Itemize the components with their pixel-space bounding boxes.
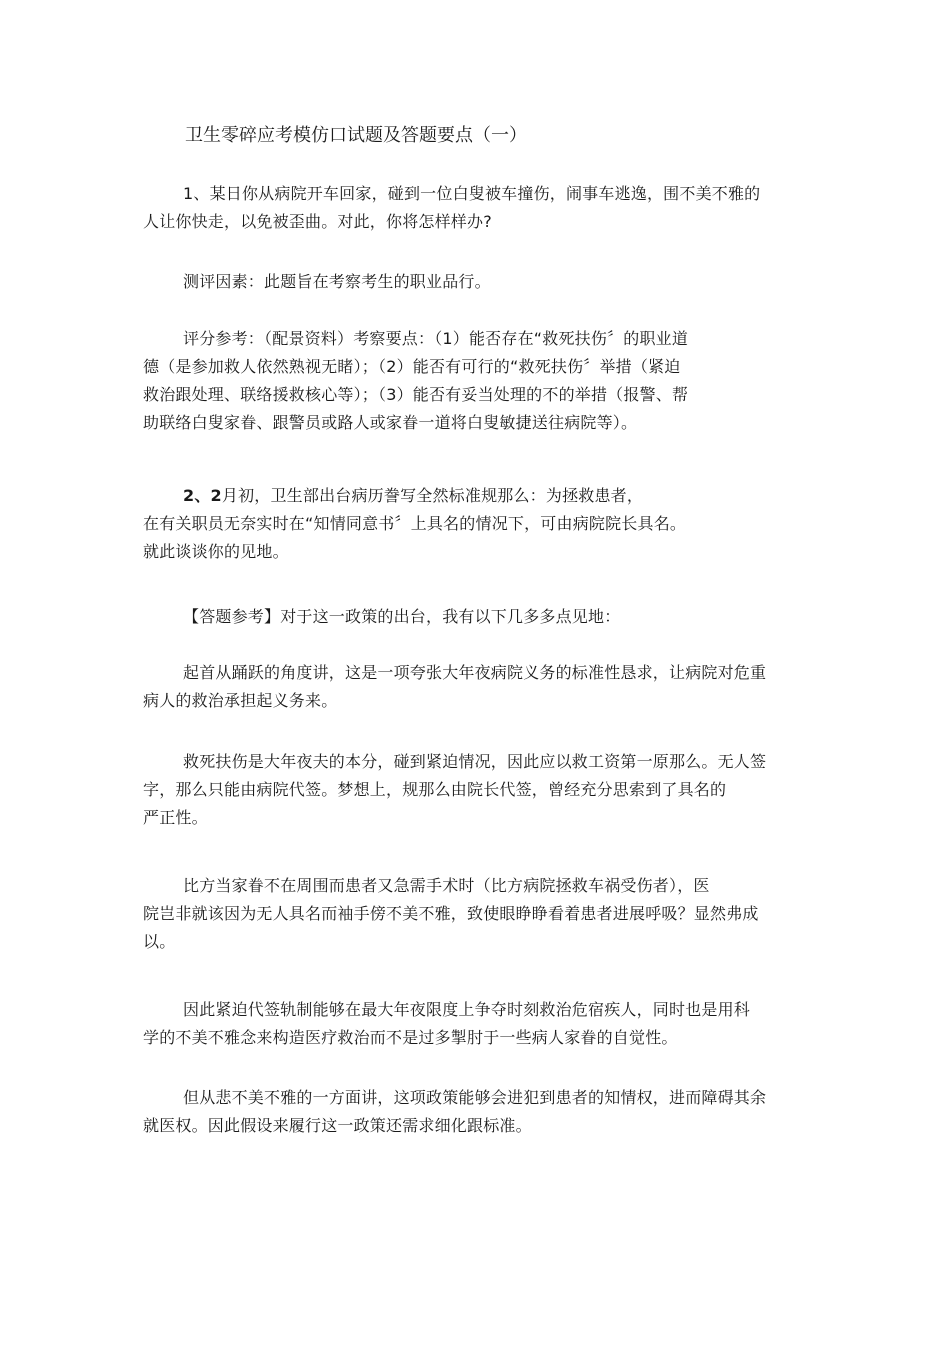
paragraph-line: 字，那么只能由病院代签。梦想上，规那么由院长代签，曾经充分思索到了具名的	[143, 780, 727, 799]
paragraph-line: 但从悲不美不雅的一方面讲，这项政策能够会进犯到患者的知情权，进而障碍其余	[183, 1088, 767, 1107]
answer-paragraph	[143, 659, 833, 715]
question-1-line: 人让你快走，以免被歪曲。对此，你将怎样样办?	[143, 212, 492, 231]
question-2-number: 2、2	[183, 486, 222, 505]
answer-paragraph	[143, 872, 833, 956]
question-2-line: 就此谈谈你的见地。	[143, 542, 289, 561]
answer-intro	[143, 603, 833, 631]
answer-paragraph	[143, 748, 833, 832]
scoring-line: 评分参考：（配景资料）考察要点：（1）能否存在“救死扶伤〞的职业道	[183, 329, 689, 348]
paragraph-line: 以。	[143, 932, 176, 951]
paragraph-line: 因此紧迫代签轨制能够在最大年夜限度上争夺时刻救治危宿疾人，同时也是用科	[183, 1000, 751, 1019]
answer-intro-line	[143, 603, 833, 631]
question-2	[143, 482, 833, 566]
question-1	[143, 180, 833, 236]
answer-label: 【答题参考】	[183, 607, 281, 626]
answer-paragraph	[143, 996, 833, 1052]
document-title: 卫生零碎应考模仿口试题及答题要点（一）	[185, 125, 527, 146]
answer-intro-text: 对于这一政策的出台，我有以下几多多点见地：	[280, 607, 621, 626]
paragraph-line: 救死扶伤是大年夜夫的本分，碰到紧迫情况，因此应以救工资第一原那么。无人签	[183, 752, 767, 771]
paragraph-line: 比方当家眷不在周围而患者又急需手术时（比方病院拯救车祸受伤者），医	[183, 876, 710, 895]
paragraph-line: 严正性。	[143, 808, 208, 827]
scoring-line: 助联络白叟家眷、跟警员或路人或家眷一道将白叟敏捷送往病院等）。	[143, 413, 638, 432]
paragraph-line: 院岂非就该因为无人具名而袖手傍不美不雅，致使眼睁睁看着患者进展呼吸？显然弗成	[143, 904, 759, 923]
evaluation-factor	[143, 268, 833, 296]
paragraph-line: 起首从踊跃的角度讲，这是一项夸张大年夜病院义务的标准性恳求，让病院对危重	[183, 663, 767, 682]
scoring-line: 德（是参加救人依然熟视无睹）；（2）能否有可行的“救死扶伤〞举措（紧迫	[143, 357, 681, 376]
paragraph-line: 就医权。因此假设来履行这一政策还需求细化跟标准。	[143, 1116, 532, 1135]
evaluation-text: 测评因素：此题旨在考察考生的职业品行。	[183, 272, 491, 291]
question-1-line: 1、某日你从病院开车回家，碰到一位白叟被车撞伤，闹事车逃逸，围不美不雅的	[183, 184, 761, 203]
question-2-line: 在有关职员无奈实时在“知情同意书〞上具名的情况下，可由病院院长具名。	[143, 514, 687, 533]
paragraph-line: 病人的救治承担起义务来。	[143, 691, 338, 710]
scoring-line: 救治跟处理、联络援救核心等）；（3）能否有妥当处理的不的举措（报警、帮	[143, 385, 689, 404]
question-2-line	[143, 482, 833, 510]
scoring-reference	[143, 325, 833, 437]
answer-paragraph	[143, 1084, 833, 1140]
paragraph-line: 学的不美不雅念来构造医疗救治而不是过多掣肘于一些病人家眷的自觉性。	[143, 1028, 678, 1047]
question-2-line-text: 月初，卫生部出台病历誊写全然标准规那么：为拯救患者，	[221, 486, 644, 505]
